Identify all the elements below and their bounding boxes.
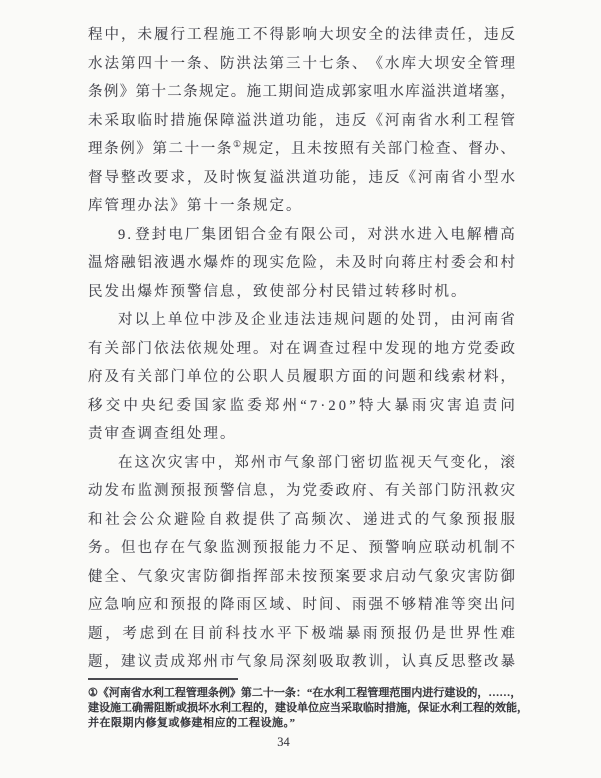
body-line-p4-2: 动 发 布 监 测 预 报 预 警 信 息 ， 为 党 委 政 府 、 有 关 部 门 防 汛 救 灾: [88, 483, 515, 499]
body-text: [88, 21, 515, 677]
body-line-p1-3: 条 例 》 第 十 二 条 规 定 。 施 工 期 间 造 成 郭 家 咀 水 库 溢 洪 道 堵 塞 ，: [88, 84, 515, 100]
body-line-p3-5: 责审查调查组处理。: [88, 426, 237, 442]
body-line-p2-1: 9 . 登 封 电 厂 集 团 铝 合 金 有 限 公 司 ， 对 洪 水 进 入 电 解 槽 高: [118, 226, 515, 243]
footnote-line-1: ① 《 河 南 省 水 利 工 程 管 理 条 例 》 第 二 十 一 条 ： “ 在 水 利 工 程 管 理 范 围 内 进 行 建 设 的 ， … … ，: [88, 687, 522, 699]
body-line-p4-5: 健 全 、 气 象 灾 害 防 御 指 挥 部 未 按 预 案 要 求 启 动 气 象 灾 害 防 御: [88, 568, 515, 585]
body-line-p3-3: 府 及 有 关 部 门 单 位 的 公 职 人 员 履 职 方 面 的 问 题 和 线 索 材 料 ，: [88, 369, 515, 385]
footnote-marker-superscript: ①: [232, 139, 242, 149]
body-line-p1-5: 理 条 例 》 第 二 十 一 条 ① 规 定 ， 且 未 按 照 有 关 部 门 检 查 、 督 办 、: [88, 135, 515, 164]
body-line-p2-3: 民发出爆炸预警信息，致使部分村民错过转移时机。: [88, 283, 468, 300]
body-line-p1-2: 水 法 第 四 十 一 条 、 防 洪 法 第 三 十 七 条 、 《 水 库 大 坝 安 全 管 理: [88, 55, 515, 72]
body-line-p2-2: 温 熔 融 铝 液 遇 水 爆 炸 的 现 实 危 险 ， 未 及 时 向 蒋 庄 村 委 会 和 村: [88, 255, 515, 271]
body-line-p4-7: 题 ， 考 虑 到 在 目 前 科 技 水 平 下 极 端 暴 雨 预 报 仍 是 世 界 性 难: [88, 625, 515, 642]
body-line-p1-6: 督 导 整 改 要 求 ， 及 时 恢 复 溢 洪 道 功 能 ， 违 反 《 河 南 省 小 型 水: [88, 169, 515, 186]
body-line-p3-2: 有 关 部 门 依 法 依 规 处 理 。 对 在 调 查 过 程 中 发 现 的 地 方 党 委 政: [88, 340, 515, 357]
body-line-p3-1: 对 以 上 单 位 中 涉 及 企 业 违 法 违 规 问 题 的 处 罚 ， 由 河 南 省: [118, 312, 515, 328]
footnote: [88, 686, 528, 731]
footnote-separator-rule: [88, 678, 238, 680]
body-line-p4-3: 和 社 会 公 众 避 险 自 救 提 供 了 高 频 次 、 递 进 式 的 气 象 预 报 服: [88, 511, 515, 528]
body-line-p3-4: 移 交 中 央 纪 委 国 家 监 委 郑 州 “ 7 · 2 0 ” 特 大 暴 雨 灾 害 追 责 问: [88, 397, 515, 414]
body-line-p4-4: 务 。 但 也 存 在 气 象 监 测 预 报 能 力 不 足 、 预 警 响 应 联 动 机 制 不: [88, 540, 515, 556]
page-number: 34: [277, 735, 290, 749]
footnote-line-2: 建 设 施 工 确 需 阻 断 或 损 坏 水 利 工 程 的 ， 建 设 单 位 应 当 采 取 临 时 措 施 ， 保 证 水 利 工 程 的 效 能 ，: [88, 702, 528, 714]
body-line-p4-1: 在 这 次 灾 害 中 ， 郑 州 市 气 象 部 门 密 切 监 视 天 气 变 化 ， 滚: [118, 454, 515, 471]
footnote-line-3: 并在限期内修复或修建相应的工程设施。”: [88, 717, 296, 729]
body-line-p4-6: 应 急 响 应 和 预 报 的 降 雨 区 域 、 时 间 、 雨 强 不 够 精 准 等 突 出 问: [88, 597, 515, 613]
body-line-p4-8: 题 ， 建 议 责 成 郑 州 市 气 象 局 深 刻 吸 取 教 训 ， 认 真 反 思 整 改 暴: [88, 654, 515, 670]
body-line-p1-1: 程 中 ， 未 履 行 工 程 施 工 不 得 影 响 大 坝 安 全 的 法 律 责 任 ， 违 反: [88, 27, 515, 43]
body-line-p1-7: 库管理办法》第十一条规定。: [88, 198, 303, 214]
body-line-p1-4: 未 采 取 临 时 措 施 保 障 溢 洪 道 功 能 ， 违 反 《 河 南 省 水 利 工 程 管: [88, 112, 515, 129]
